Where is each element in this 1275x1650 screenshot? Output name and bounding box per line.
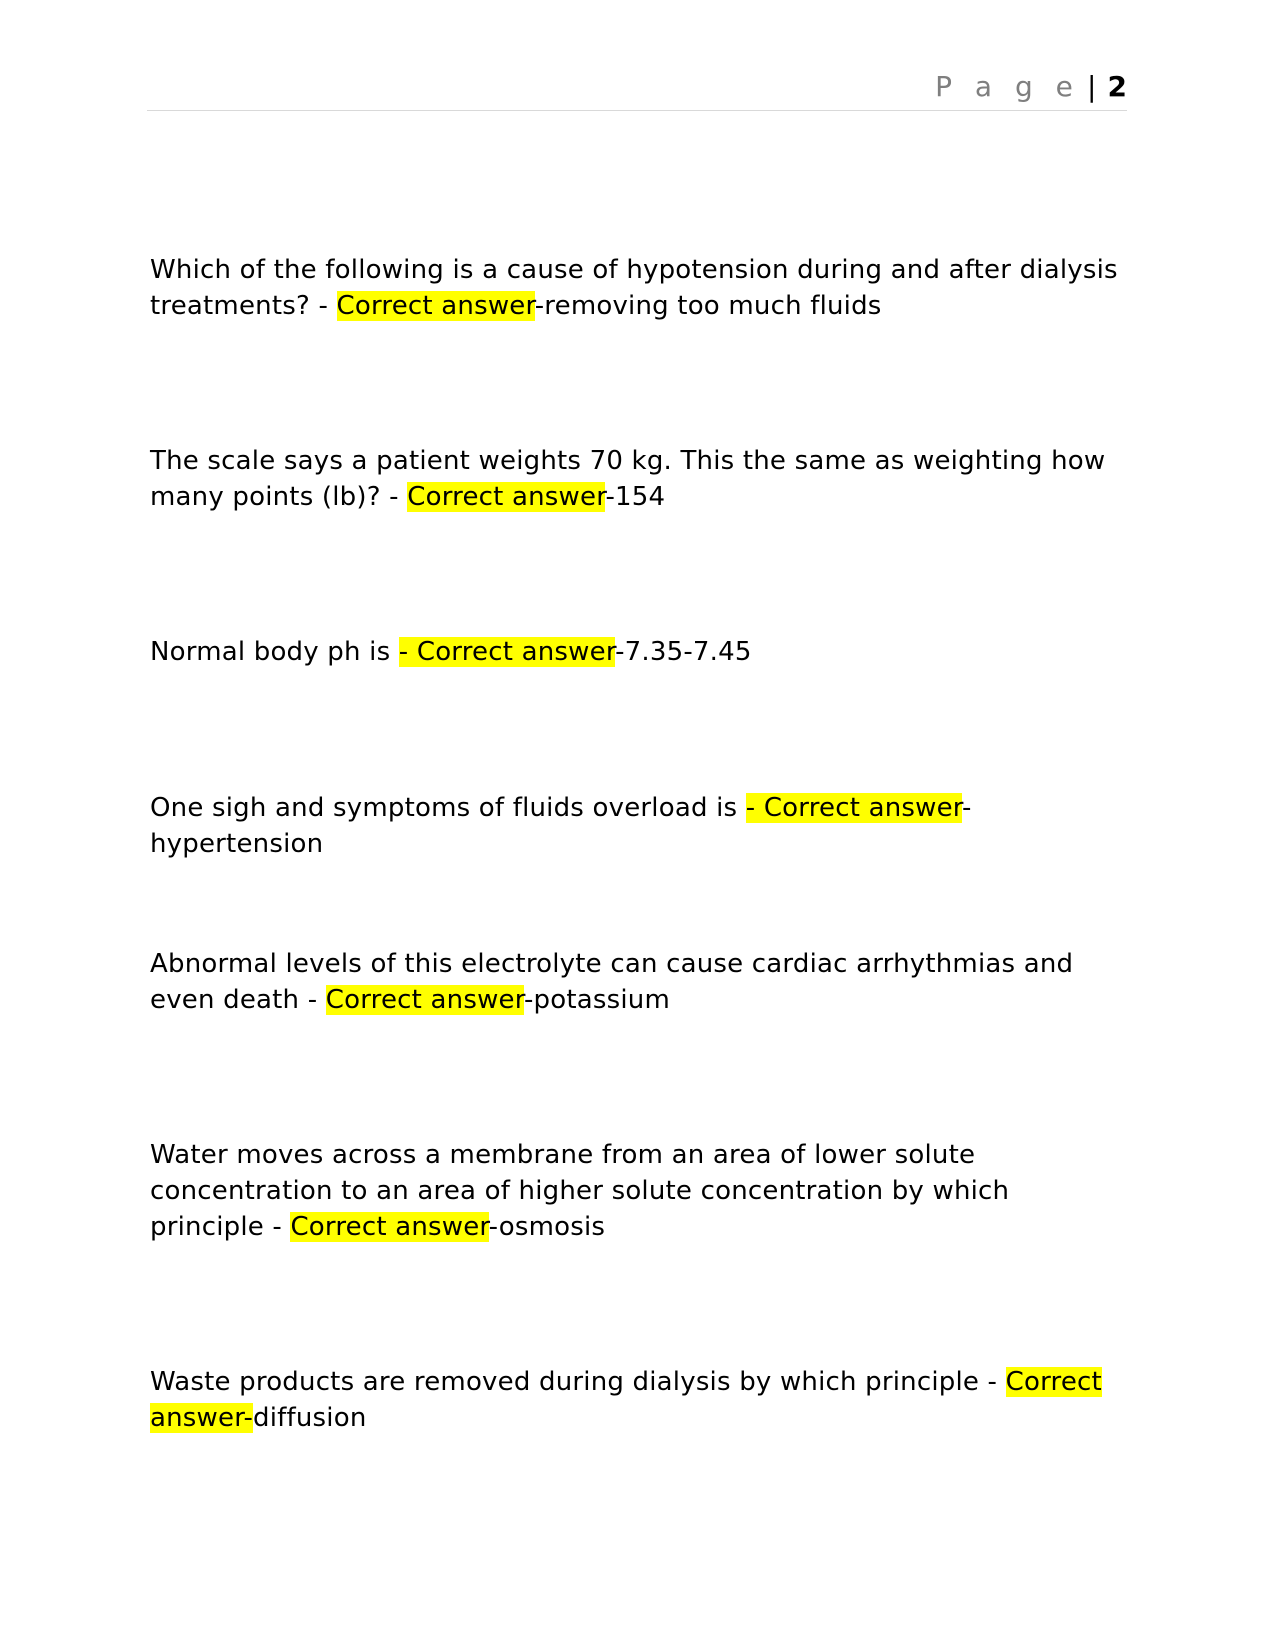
qa-item-fluid-overload [150,790,1130,862]
answer-text: diffusion [253,1403,367,1433]
answer-text: -hypertension [150,793,972,859]
question-text: One sigh and symptoms of fluids overload is [150,793,746,823]
qa-item-electrolyte [150,946,1130,1018]
question-text: Normal body ph is [150,637,399,667]
qa-item-osmosis [150,1137,1130,1245]
correct-answer-highlight: Correct answer [336,291,535,321]
page-header [147,70,1127,111]
question-text: Water moves across a membrane from an area of lower solute concentration to an area of higher solute concentration by which principle - [150,1140,1010,1242]
correct-answer-highlight: - Correct answer [398,637,616,667]
page-separator: | [1086,70,1097,103]
correct-answer-highlight: Correct answer- [150,1367,1102,1433]
question-text: The scale says a patient weights 70 kg. This the same as weighting how many points (lb)? - [150,446,1106,512]
qa-item-weight-conversion [150,443,1130,515]
qa-item-body-ph [150,634,1130,670]
answer-text: -7.35-7.45 [615,637,752,667]
answer-text: -osmosis [488,1212,606,1242]
answer-text: -154 [605,482,666,512]
answer-text: -removing too much fluids [534,291,882,321]
qa-item-diffusion [150,1364,1130,1436]
correct-answer-highlight: Correct answer [407,482,606,512]
page-label: P a g e [935,70,1080,103]
correct-answer-highlight: Correct answer [290,1212,489,1242]
question-text: Abnormal levels of this electrolyte can cause cardiac arrhythmias and even death - [150,949,1074,1015]
answer-text: -potassium [523,985,671,1015]
page-number: 2 [1107,70,1127,103]
question-text: Which of the following is a cause of hypotension during and after dialysis treatments? - [150,255,1118,321]
qa-item-hypotension [150,252,1130,324]
correct-answer-highlight: Correct answer [325,985,524,1015]
question-text: Waste products are removed during dialysis by which principle - [150,1367,1006,1397]
correct-answer-highlight: - Correct answer [745,793,963,823]
